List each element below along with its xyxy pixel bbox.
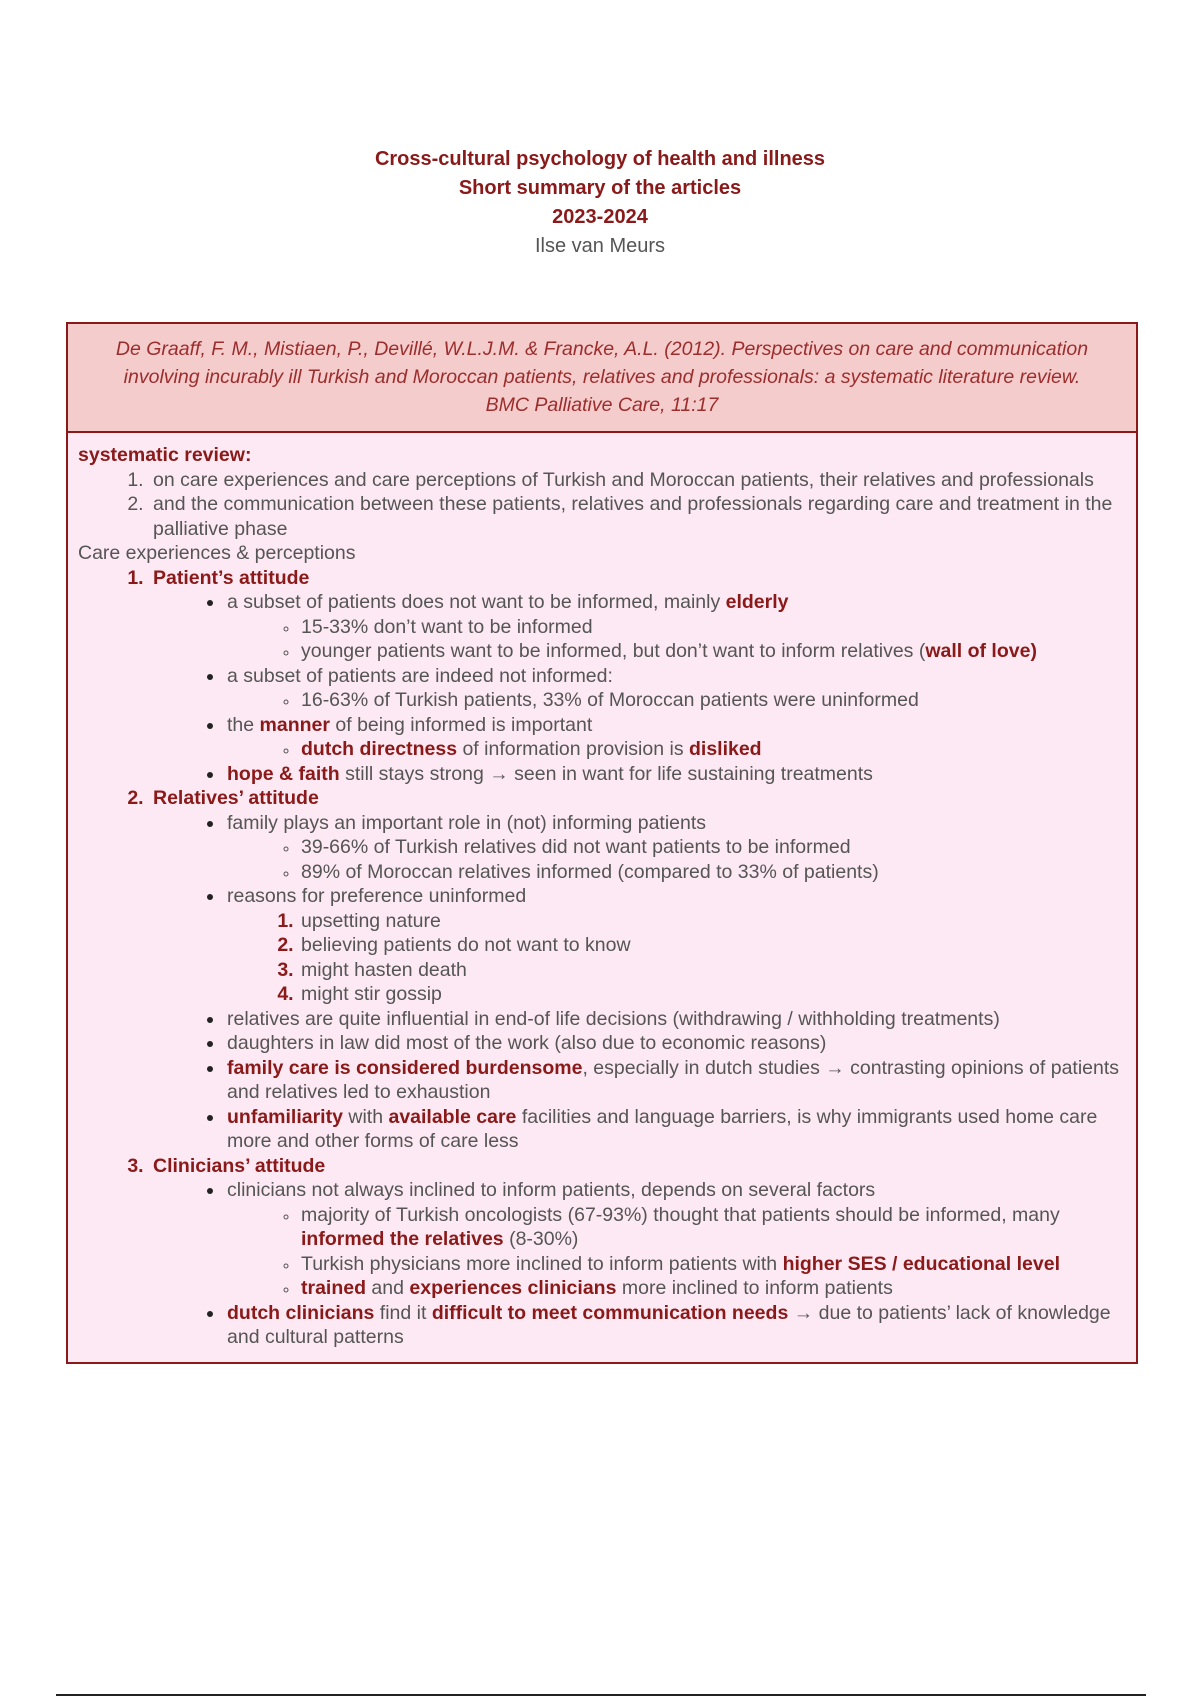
body-text: and	[366, 1277, 410, 1299]
document-title: Cross-cultural psychology of health and illness	[374, 148, 826, 170]
bullet-list	[153, 590, 1126, 786]
sub-bullet-item	[299, 639, 1126, 664]
section-title: Clinicians’ attitude	[153, 1154, 326, 1177]
emphasis-text: elderly	[725, 591, 789, 613]
review-item: 1. on care experiences and care perceptions of Turkish and Moroccan patients, their relatives and professionals	[149, 468, 1126, 493]
bullet-item	[225, 1105, 1126, 1154]
bullet-item	[225, 590, 1126, 664]
body-text: relatives are quite influential in end-of life decisions (withdrawing / withholding treatments)	[227, 1007, 1000, 1030]
emphasis-text: dutch clinicians	[227, 1301, 375, 1324]
bullet-item	[225, 1007, 1126, 1032]
body-text: still stays strong → seen in want for life sustaining treatments	[339, 762, 873, 785]
document-header	[0, 145, 1200, 261]
body-text: majority of Turkish oncologists (67-93%) thought that patients should be informed, many	[301, 1203, 1060, 1226]
body-text: clinicians not always inclined to inform patients, depends on several factors	[227, 1179, 876, 1201]
body-text: find it	[374, 1301, 432, 1324]
care-sections-list	[78, 566, 1126, 1350]
review-heading: systematic review:	[78, 444, 252, 466]
section-item	[149, 1154, 1126, 1350]
sub-bullet-list	[227, 615, 1126, 664]
body-text: (8-30%)	[503, 1228, 579, 1250]
section-item	[149, 566, 1126, 787]
sub-bullet-item	[299, 1276, 1126, 1301]
bullet-item	[225, 664, 1126, 713]
body-text: family plays an important role in (not) informing patients	[227, 811, 707, 834]
body-text: of being informed is important	[329, 713, 593, 736]
sub-bullet-list	[227, 737, 1126, 762]
body-text: , especially in dutch studies → contrasting opinions of patients and relatives led to exhaustion	[227, 1056, 1120, 1103]
section-title: Patient’s attitude	[153, 566, 310, 589]
bullet-list	[153, 811, 1126, 1154]
reason-item: 2. believing patients do not want to know	[299, 933, 1126, 958]
sub-bullet-item	[299, 688, 1126, 713]
bullet-item	[225, 1178, 1126, 1301]
sub-bullet-list	[227, 688, 1126, 713]
author-name: Ilse van Meurs	[534, 235, 666, 257]
body-text: a subset of patients are indeed not informed:	[227, 664, 613, 687]
care-heading: Care experiences & perceptions	[78, 542, 356, 564]
bullet-list	[153, 1178, 1126, 1350]
document-subtitle: Short summary of the articles	[458, 177, 742, 199]
body-text: with	[342, 1105, 389, 1128]
body-text: 39-66% of Turkish relatives did not want patients to be informed	[301, 836, 851, 858]
emphasis-text: family care is considered burdensome	[227, 1056, 583, 1079]
academic-year: 2023-2024	[552, 206, 648, 228]
body-text: → due to patients’ lack of knowledge and cultural patterns	[227, 1301, 1111, 1348]
emphasis-text: trained	[301, 1277, 367, 1299]
emphasis-text: informed the relatives	[301, 1228, 504, 1250]
emphasis-text: higher SES / educational level	[782, 1252, 1060, 1275]
emphasis-text: wall of love)	[925, 640, 1037, 662]
body-text: of information provision is	[457, 738, 689, 760]
page-bottom-rule	[56, 1694, 1146, 1696]
bullet-item	[225, 1031, 1126, 1056]
section-item	[149, 786, 1126, 1154]
article-reference: De Graaff, F. M., Mistiaen, P., Devillé, W.L.J.M. & Francke, A.L. (2012). Perspectives on care and communication involving incurably ill Turkish and Moroccan patients, relatives and professionals: a systematic literature review. BMC Palliative Care, 11:17	[68, 324, 1136, 433]
sub-bullet-item	[299, 835, 1126, 860]
body-text: 89% of Moroccan relatives informed (compared to 33% of patients)	[301, 860, 879, 883]
body-text: the	[227, 713, 260, 736]
body-text: daughters in law did most of the work (also due to economic reasons)	[227, 1032, 827, 1054]
reason-item: 4. might stir gossip	[299, 982, 1126, 1007]
bullet-item	[225, 1301, 1126, 1350]
reason-list	[227, 909, 1126, 1007]
body-text: a subset of patients does not want to be informed, mainly	[227, 591, 726, 613]
sub-bullet-list	[227, 835, 1126, 884]
emphasis-text: available care	[388, 1105, 517, 1128]
sub-bullet-item	[299, 615, 1126, 640]
sub-bullet-item	[299, 1203, 1126, 1252]
section-title: Relatives’ attitude	[153, 787, 319, 809]
body-text: facilities and language barriers, is why immigrants used home care more and other forms of care less	[227, 1105, 1098, 1152]
body-text: 16-63% of Turkish patients, 33% of Moroccan patients were uninformed	[301, 689, 919, 711]
bullet-item	[225, 811, 1126, 885]
emphasis-text: dutch directness	[301, 738, 458, 760]
bullet-item	[225, 884, 1126, 1007]
body-text: 15-33% don’t want to be informed	[301, 615, 593, 638]
bullet-item	[225, 713, 1126, 762]
body-text: reasons for preference uninformed	[227, 885, 527, 907]
emphasis-text: manner	[259, 713, 330, 736]
body-text: Turkish physicians more inclined to inform patients with	[301, 1252, 783, 1275]
body-text: more inclined to inform patients	[616, 1277, 893, 1299]
sub-bullet-item	[299, 1252, 1126, 1277]
reason-item: 1. upsetting nature	[299, 909, 1126, 934]
emphasis-text: hope & faith	[227, 762, 340, 785]
review-item: 2. and the communication between these patients, relatives and professionals regarding care and treatment in the palliative phase	[149, 492, 1126, 541]
emphasis-text: experiences clinicians	[409, 1277, 617, 1299]
article-summary-box	[66, 322, 1138, 1364]
sub-bullet-list	[227, 1203, 1126, 1301]
bullet-item	[225, 1056, 1126, 1105]
bullet-item	[225, 762, 1126, 787]
emphasis-text: disliked	[688, 738, 762, 760]
emphasis-text: unfamiliarity	[227, 1105, 343, 1128]
sub-bullet-item	[299, 737, 1126, 762]
body-text: younger patients want to be informed, but don’t want to inform relatives (	[301, 640, 926, 662]
reason-item: 3. might hasten death	[299, 958, 1126, 983]
emphasis-text: difficult to meet communication needs	[431, 1301, 789, 1324]
summary-content	[68, 433, 1136, 1362]
review-list	[78, 468, 1126, 542]
sub-bullet-item	[299, 860, 1126, 885]
